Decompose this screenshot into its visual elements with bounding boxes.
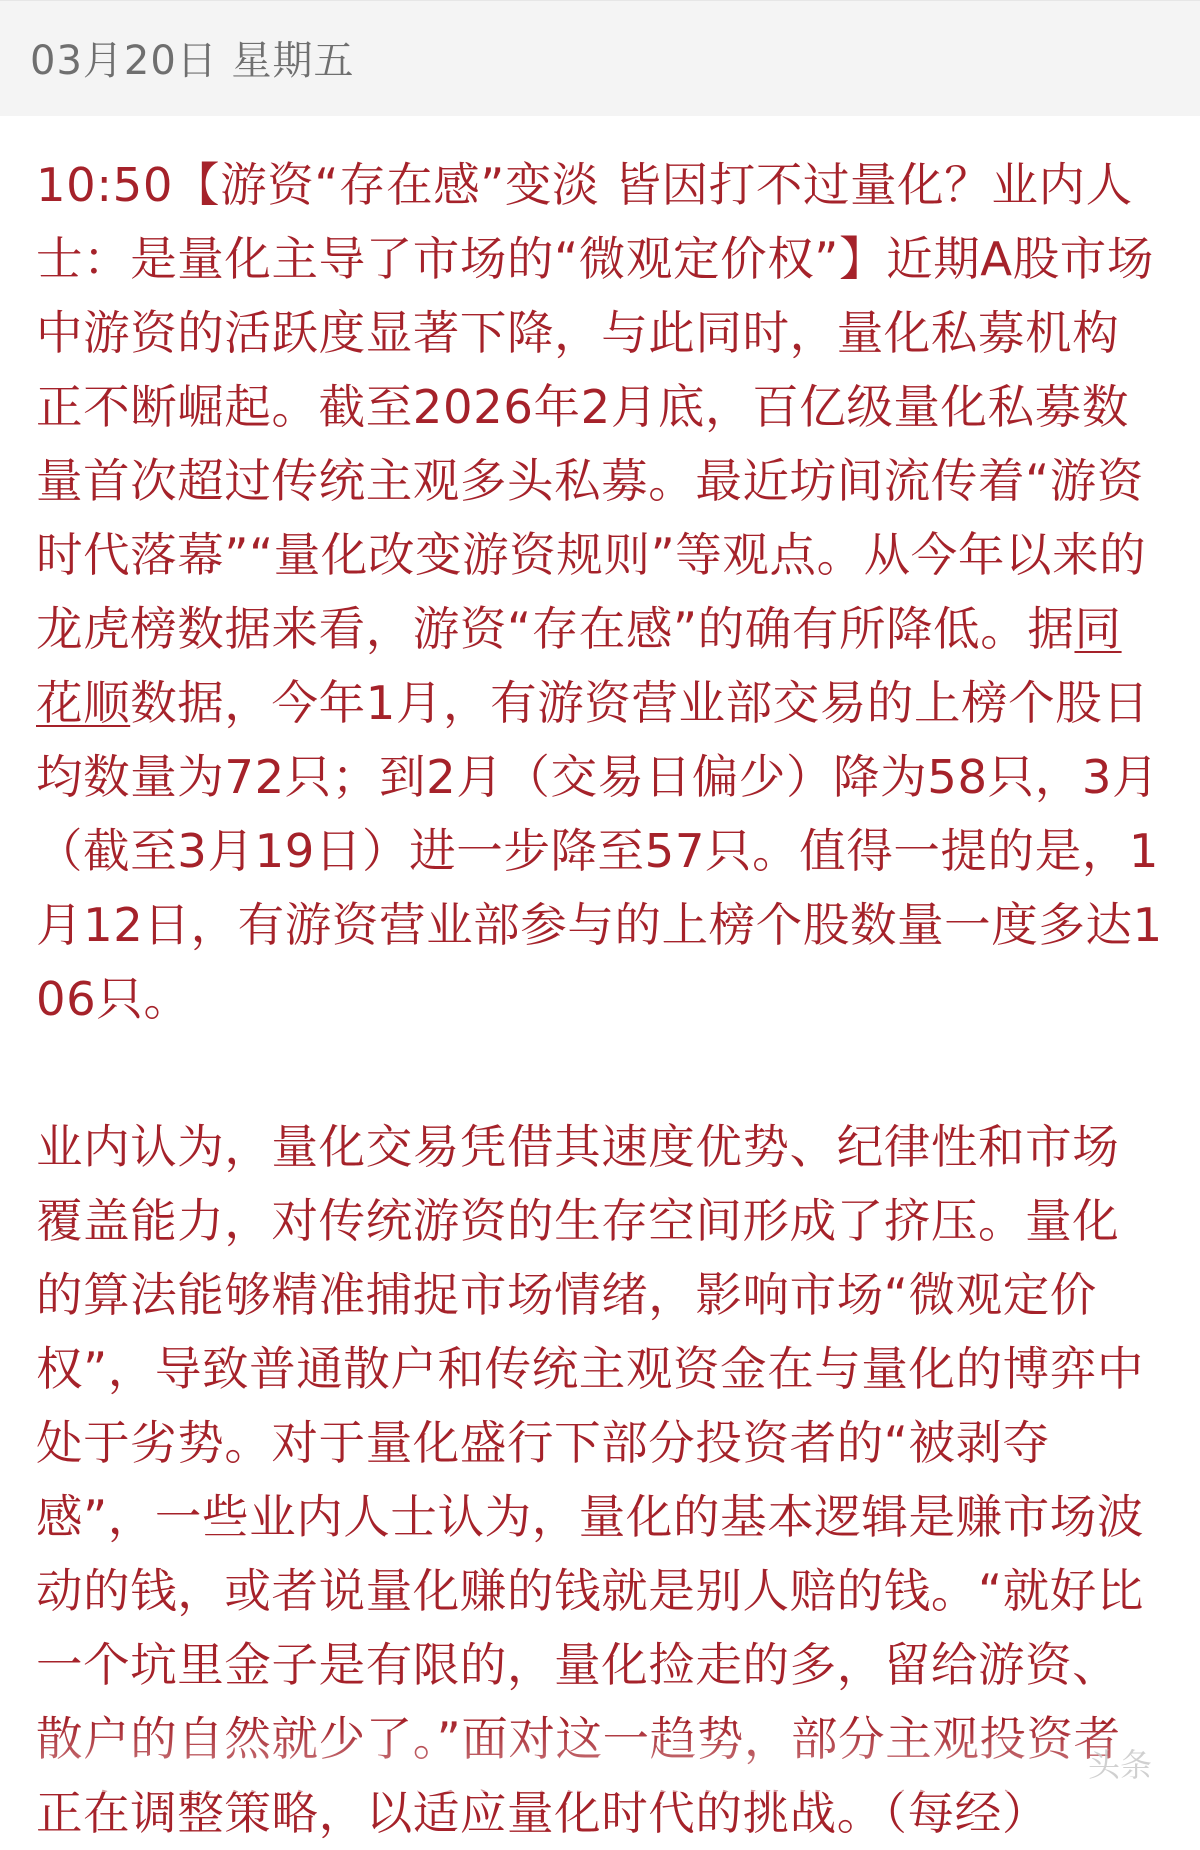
article-paragraph-1 [36,148,1164,1036]
watermark-logo: 头条 [1088,1740,1152,1786]
date-header [0,0,1200,116]
news-article [36,148,1164,1850]
news-headline: 【游资“存在感”变淡 皆因打不过量化？业内人士：是量化主导了市场的“微观定价权”】 [36,158,1133,286]
article-paragraph-2: 业内认为，量化交易凭借其速度优势、纪律性和市场覆盖能力，对传统游资的生存空间形成了挤压。量化的算法能够精准捕捉市场情绪，影响市场“微观定价权”，导致普通散户和传统主观资金在与量化的博弈中处于劣势。对于量化盛行下部分投资者的“被剥夺感”，一些业内人士认为，量化的基本逻辑是赚市场波动的钱，或者说量化赚的钱就是别人赔的钱。“就好比一个坑里金子是有限的，量化捡走的多，留给游资、 正在调整策略，以适应量化时代的挑战。（每经） [36,1110,1164,1850]
paragraph-1-text-a: 近期A股市场中游资的活跃度显著下降，与此同时，量化私募机构正不断崛起。截至2026年2月底，百亿级量化私募数量首次超过传统主观多头私募。最近坊间流传着“游资时代落幕”“量化改变游资规则”等观点。从今年以来的龙虎榜数据来看，游资“存在感”的确有所降低。据 [36,232,1154,656]
stock-link-tonghuashun[interactable]: 同花顺 [36,602,1122,730]
bottom-fade-overlay [0,1720,1200,1792]
date-label: 03月20日 星期五 [30,37,355,85]
paragraph-1-text-b: 数据，今年1月，有游资营业部交易的上榜个股日均数量为72只；到2月（交易日偏少）降为58只，3月（截至3月19日）进一步降至57只。值得一提的是，1月12日，有游资营业部参与的上榜个股数量一度多达106只。 [36,676,1163,1026]
news-time: 10:50 [36,158,173,212]
